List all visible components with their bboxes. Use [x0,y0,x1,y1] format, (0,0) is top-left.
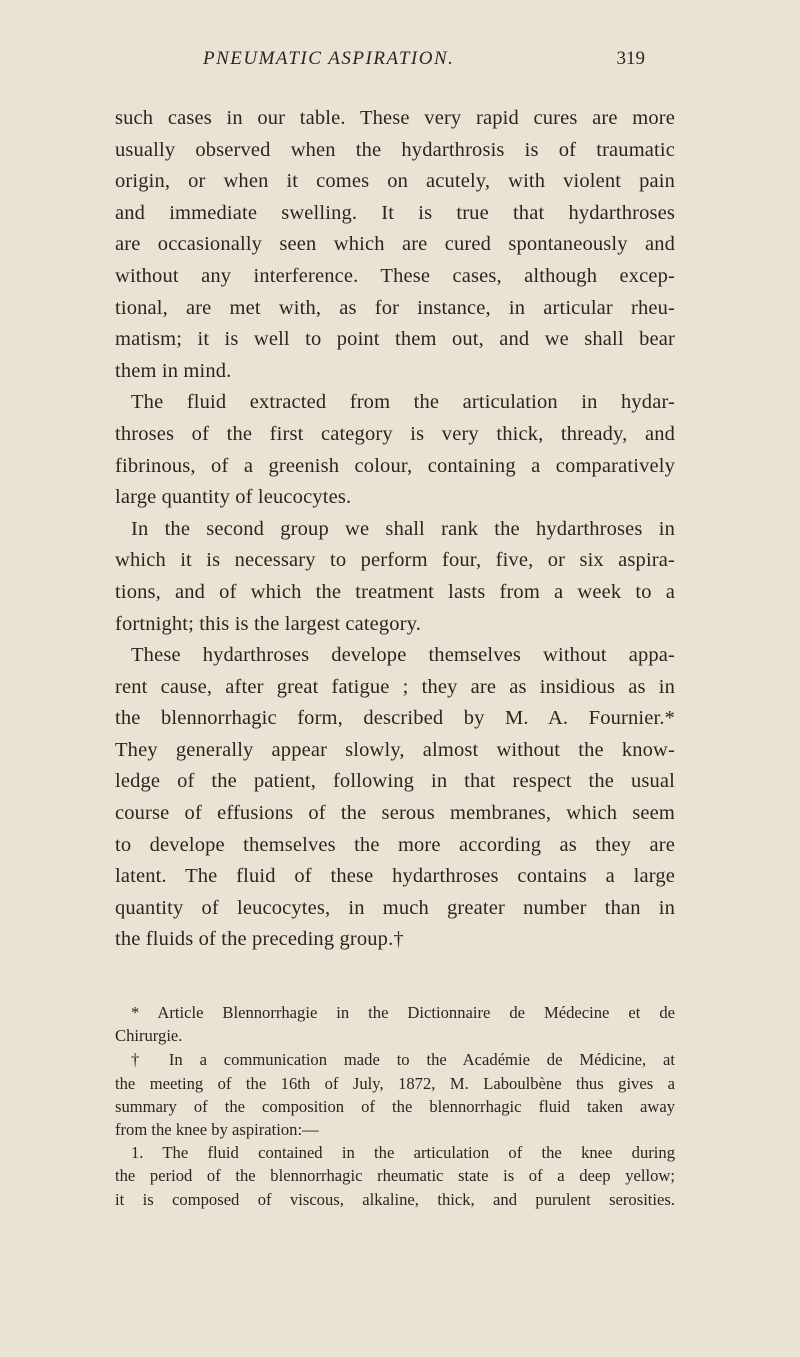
footnote-line: it is composed of viscous, alkaline, thick, and purulent serosities. [115,1189,675,1209]
body-line: usually observed when the hydarthrosis is of traumatic [115,138,675,161]
paragraph-start: In the second group we shall rank the hydarthroses in [131,517,675,540]
running-title: PNEUMATIC ASPIRATION. [203,48,455,69]
body-line: origin, or when it comes on acutely, with violent pain [115,170,675,193]
body-line: quantity of leucocytes, in much greater number than in [115,896,675,919]
body-line: latent. The fluid of these hydarthroses contains a large [115,865,675,888]
body-line: the blennorrhagic form, described by M. A. Fournier.* [115,707,675,730]
body-line: such cases in our table. These very rapid cures are more [115,107,675,129]
body-line: They generally appear slowly, almost without the know- [115,738,675,761]
footnote-line: the meeting of the 16th of July, 1872, M. Laboulbène thus gives a [115,1073,675,1093]
body-line: to develope themselves the more according as they are [115,833,675,856]
page-number: 319 [616,48,645,69]
footnote-line: 1. The fluid contained in the articulation of the knee during [131,1143,675,1163]
body-line: course of effusions of the serous membranes, which seem [115,802,675,825]
body-line: rent cause, after great fatigue ; they are as insidious as in [115,675,675,698]
footnote-line: Chirurgie. [115,1026,183,1046]
body-line: tional, are met with, as for instance, in articular rheu- [115,296,675,319]
body-line: the fluids of the preceding group.† [115,928,404,951]
body-line: fortnight; this is the largest category. [115,612,422,635]
footnote-line: from the knee by aspiration:— [115,1119,319,1139]
running-header [115,48,645,78]
body-text [115,103,675,956]
body-line: matism; it is well to point them out, and we shall bear [115,328,675,351]
body-line: tions, and of which the treatment lasts from a week to a [115,580,675,603]
footnote-asterisk: * Article Blennorrhagie in the Dictionnaire de Médecine et de [131,1003,675,1022]
footnote-line: summary of the composition of the blennorrhagic fluid taken away [115,1096,675,1116]
body-line: throses of the first category is very thick, thready, and [115,422,675,445]
body-line: which it is necessary to perform four, five, or six aspira- [115,549,675,572]
body-line: fibrinous, of a greenish colour, containing a comparatively [115,454,675,477]
body-line: ledge of the patient, following in that respect the usual [115,770,675,793]
footnote-dagger: † In a communication made to the Académie de Médicine, at [131,1050,675,1070]
footnotes [115,1001,675,1211]
body-line: without any interference. These cases, although excep- [115,264,675,287]
body-line: are occasionally seen which are cured spontaneously and [115,233,675,256]
body-line: large quantity of leucocytes. [115,486,352,509]
paragraph-start: These hydarthroses develope themselves without appa- [131,644,675,667]
body-line: them in mind. [115,359,232,382]
paragraph-start: The fluid extracted from the articulation in hydar- [131,391,675,414]
footnote-line: the period of the blennorrhagic rheumatic state is of a deep yellow; [115,1166,675,1186]
body-line: and immediate swelling. It is true that hydarthroses [115,201,675,224]
